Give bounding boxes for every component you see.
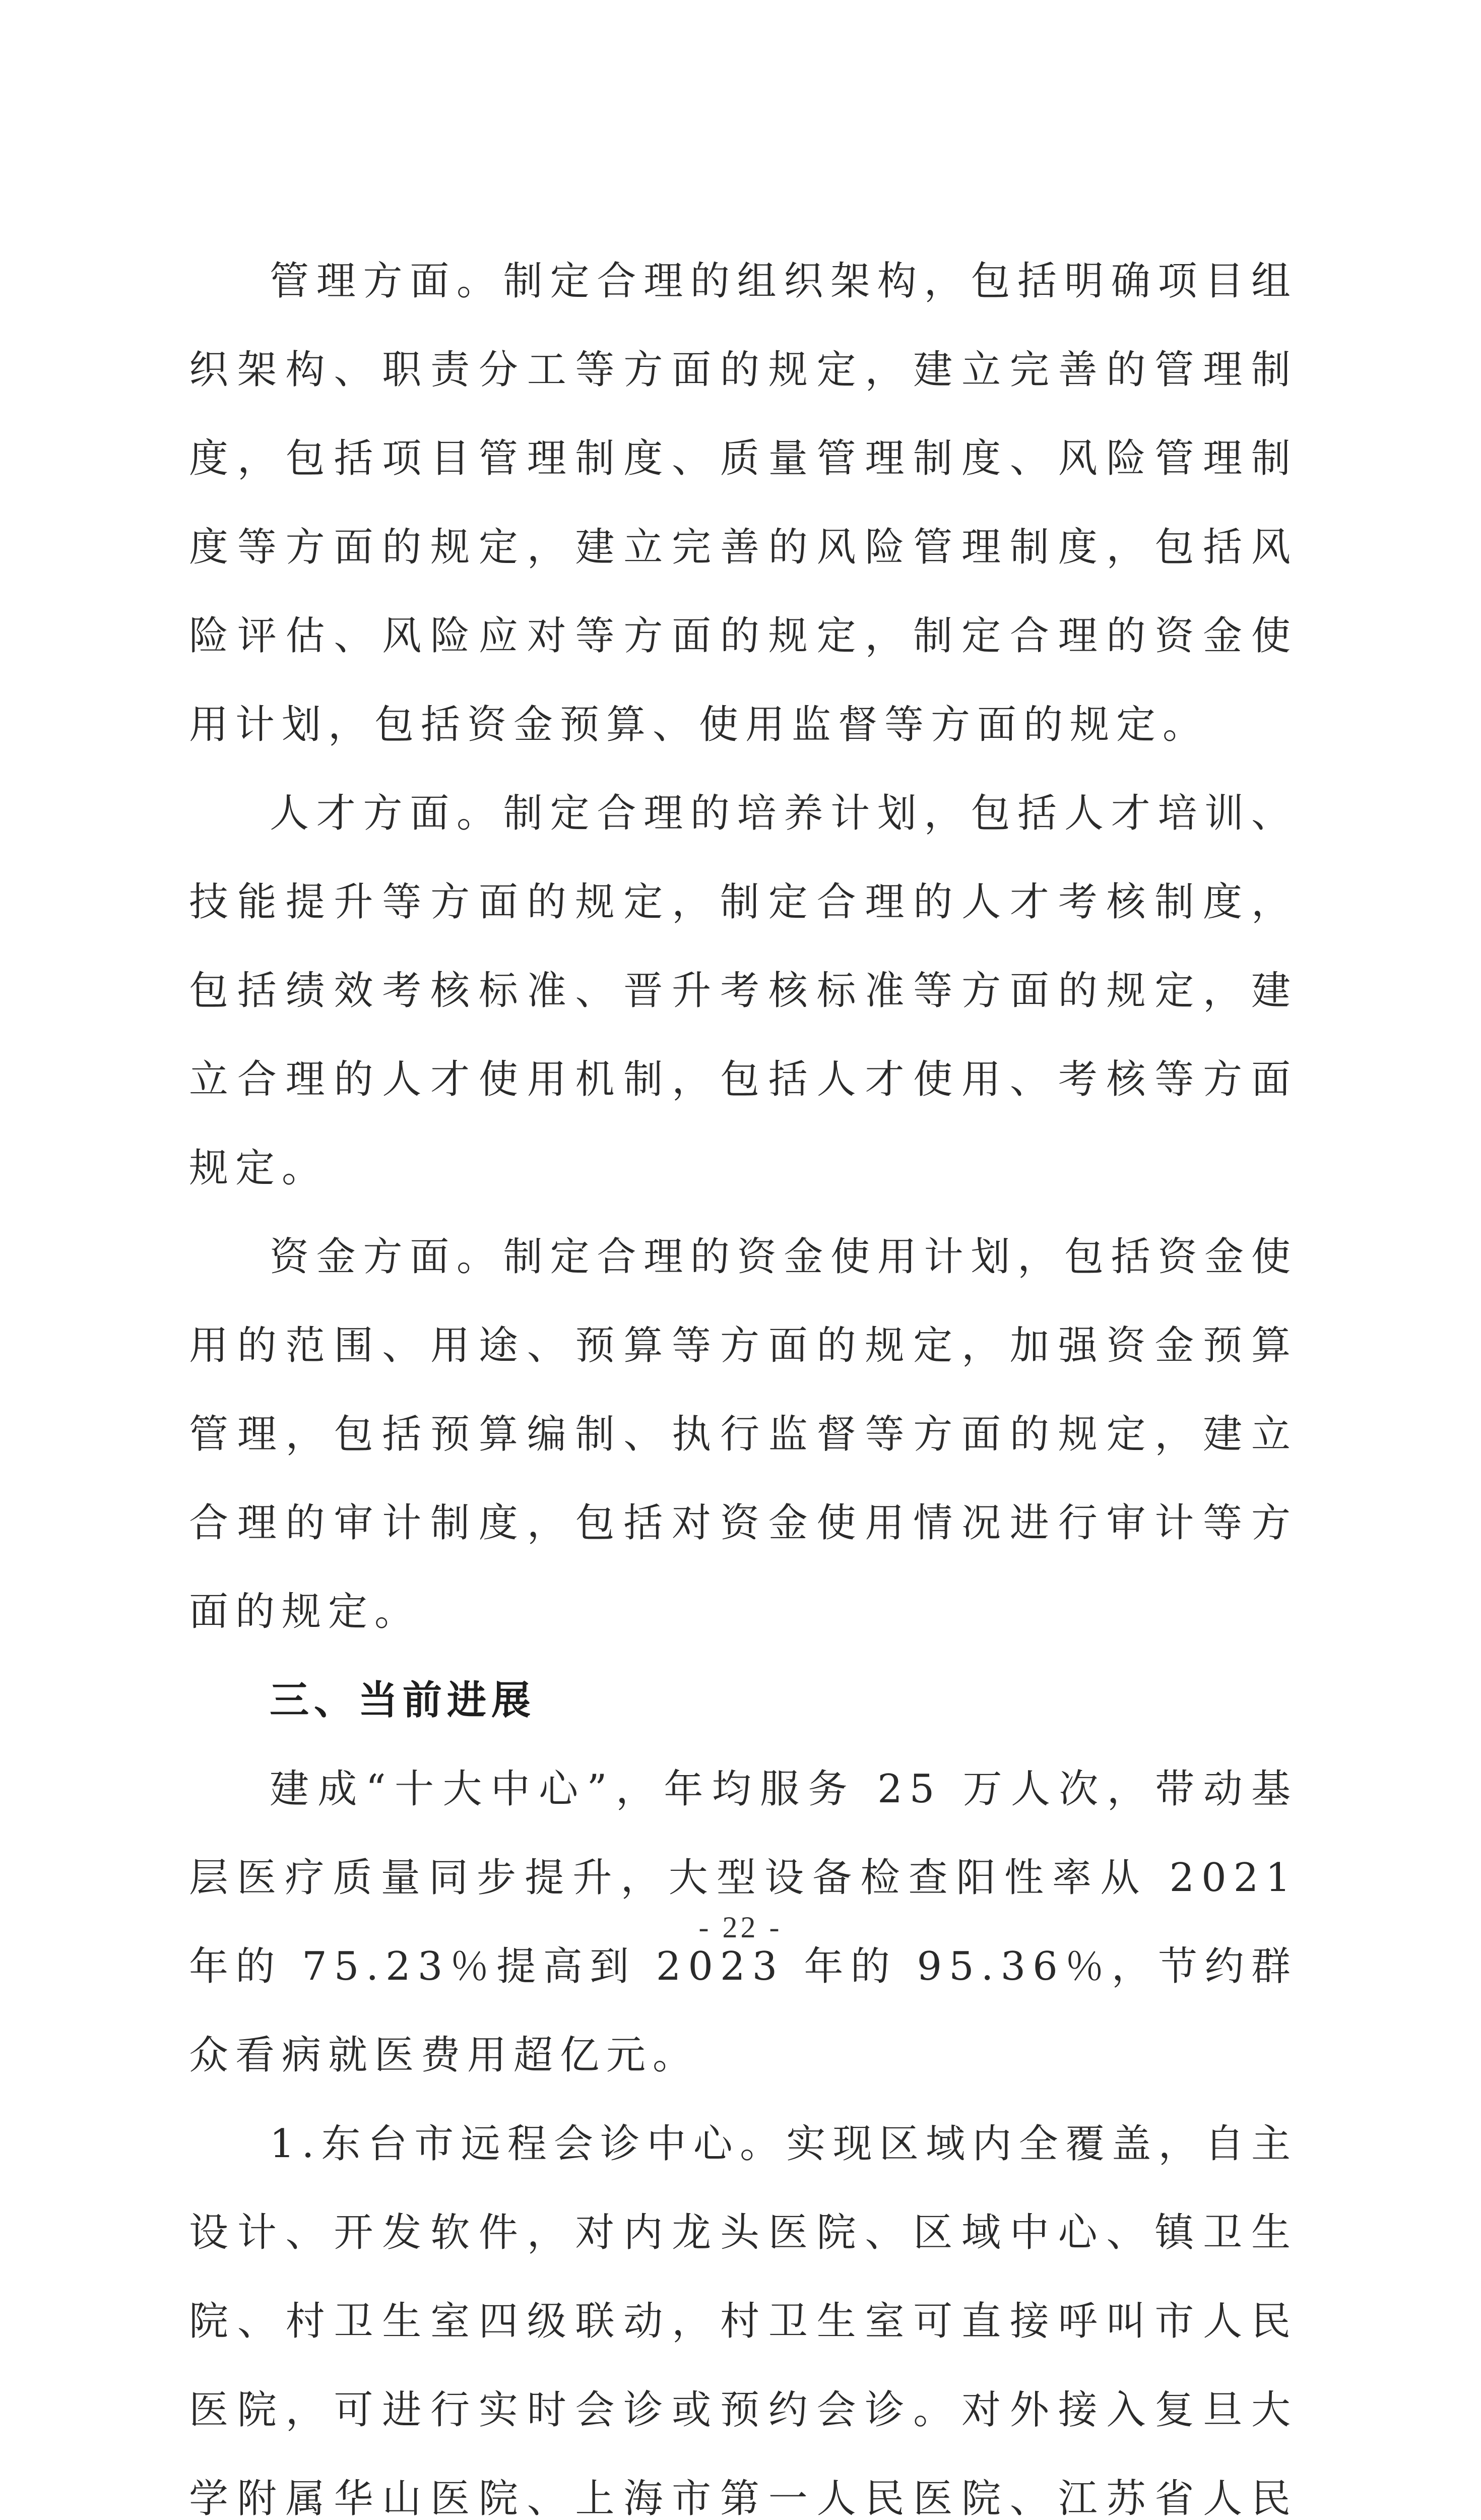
- paragraph-management: 管理方面。制定合理的组织架构，包括明确项目组织架构、职责分工等方面的规定，建立完善的管理制度，包括项目管理制度、质量管理制度、风险管理制度等方面的规定，建立完善的风险管理制度，包括风险评估、风险应对等方面的规定，制定合理的资金使用计划，包括资金预算、使用监督等方面的规定。: [189, 259, 1298, 747]
- paragraph-talent: 人才方面。制定合理的培养计划，包括人才培训、技能提升等方面的规定，制定合理的人才考核制度，包括绩效考核标准、晋升考核标准等方面的规定，建立合理的人才使用机制，包括人才使用、考核等方面规定。: [189, 791, 1298, 1191]
- document-body: [189, 237, 1298, 2520]
- paragraph-progress-summary: 建成“十大中心”，年均服务 25 万人次，带动基层医疗质量同步提升，大型设备检查阳性率从 2021 年的 75.23％提高到 2023 年的 95.36％，节约群众看病就医费用超亿元。: [189, 1767, 1298, 2078]
- section-heading: 三、当前进展: [270, 1678, 536, 1723]
- page-number: - 22 -: [698, 1911, 783, 1944]
- paragraph-funding: 资金方面。制定合理的资金使用计划，包括资金使用的范围、用途、预算等方面的规定，加强资金预算管理，包括预算编制、执行监督等方面的规定，建立合理的审计制度，包括对资金使用情况进行审计等方面的规定。: [189, 1234, 1298, 1634]
- paragraph-remote-consultation: 1.东台市远程会诊中心。实现区域内全覆盖，自主设计、开发软件，对内龙头医院、区域中心、镇卫生院、村卫生室四级联动，村卫生室可直接呼叫市人民医院，可进行实时会诊或预约会诊。对外接入复旦大学附属华山医院、上海市第一人民医院、江苏省人民: [189, 2121, 1298, 2520]
